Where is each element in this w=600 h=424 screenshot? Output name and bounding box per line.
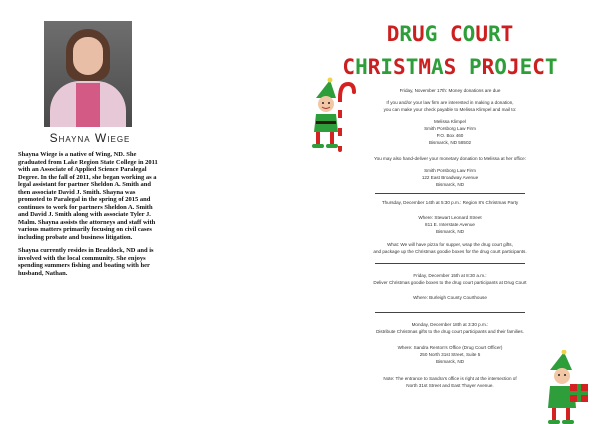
detail-line: Distribute Christmas gifts to the drug court participants and their families. xyxy=(376,329,524,334)
title-line-1: DRUG COURT xyxy=(386,22,514,46)
detail-line: Bismarck, ND 58502 xyxy=(428,140,472,145)
detail-line: Monday, December 18th at 3:30 p.m.: xyxy=(411,322,489,327)
divider xyxy=(375,312,525,313)
detail-line: Where: Burleigh County Courthouse xyxy=(413,295,487,300)
detail-line: Bismarck, ND xyxy=(435,229,465,234)
detail-line: You may also hand-deliver your monetary donation to Melissa at her office: xyxy=(374,156,526,161)
detail-line: Friday, November 17th: Money donations are due xyxy=(399,88,501,93)
detail-line: Thursday, December 14th at 5:30 p.m.: Region 8's Christmas Party xyxy=(381,200,519,205)
detail-line: Bismarck, ND xyxy=(435,182,465,187)
right-panel xyxy=(300,0,600,424)
detail-line: and package up the Christmas goodie boxes for the drug court participants. xyxy=(373,249,527,254)
detail-line: Smith Porsborg Law Firm xyxy=(424,168,476,173)
detail-line: What: We will have pizza for supper, wrap the drug court gifts, xyxy=(387,242,513,247)
bio-text xyxy=(18,151,158,283)
detail-line: Friday, December 15th at 8:30 a.m.: xyxy=(413,273,487,278)
detail-line: Where: Sandra Renton's Office (Drug Court Officer) xyxy=(397,345,503,350)
detail-line: Melissa Klimpel xyxy=(434,119,466,124)
detail-line: P.O. Box 460 xyxy=(436,133,464,138)
detail-line: Bismarck, ND xyxy=(435,359,465,364)
detail-line: Note: The entrance to Sandra's office is right at the intersection of xyxy=(383,376,517,381)
bio-paragraph-2: Shayna currently resides in Braddock, ND and is involved with the local community. She enjoys spending summers fishing and boating with her husband, Nathan. xyxy=(18,247,154,277)
divider xyxy=(375,263,525,264)
detail-line: If you and/or your law firm are interested in making a donation, xyxy=(386,100,514,105)
divider xyxy=(375,193,525,194)
person-name: Shayna Wiege xyxy=(49,131,131,145)
detail-line: 250 North 31st Street, Suite 5 xyxy=(419,352,481,357)
detail-line: you can make your check payable to Melissa Klimpel and mail to: xyxy=(383,107,517,112)
detail-line: Smith Porsborg Law Firm xyxy=(424,126,476,131)
title-line-2: CHRISTMAS PROJECT xyxy=(342,55,558,79)
bio-paragraph-1: Shayna Wiege is a native of Wing, ND. She graduated from Lake Region State College in 2011 with an Associate of Applied Science Paralegal Degree. In the fall of 2011, she began working as a legal assistant for partner Sheldon A. Smith and then associate David J. Smith. Shayna was promoted to Paralegal in the spring of 2015 and continues to work for partners Sheldon A. Smith and David J. Smith along with associate Tyler J. Malm. Shayna assists the attorneys and staff with various matters primarily focusing on civil cases including probate and business litigation. xyxy=(18,151,158,241)
detail-line: 122 East Broadway Avenue xyxy=(421,175,479,180)
detail-line: Where: Stewart Leonard Street xyxy=(418,215,482,220)
detail-line: North 31st Street and East Thayer Avenue. xyxy=(406,383,494,388)
portrait-photo xyxy=(44,21,132,127)
detail-line: 811 E. Interstate Avenue xyxy=(425,222,475,227)
detail-line: Deliver Christmas goodie boxes to the drug court participants at Drug Court xyxy=(373,280,527,285)
